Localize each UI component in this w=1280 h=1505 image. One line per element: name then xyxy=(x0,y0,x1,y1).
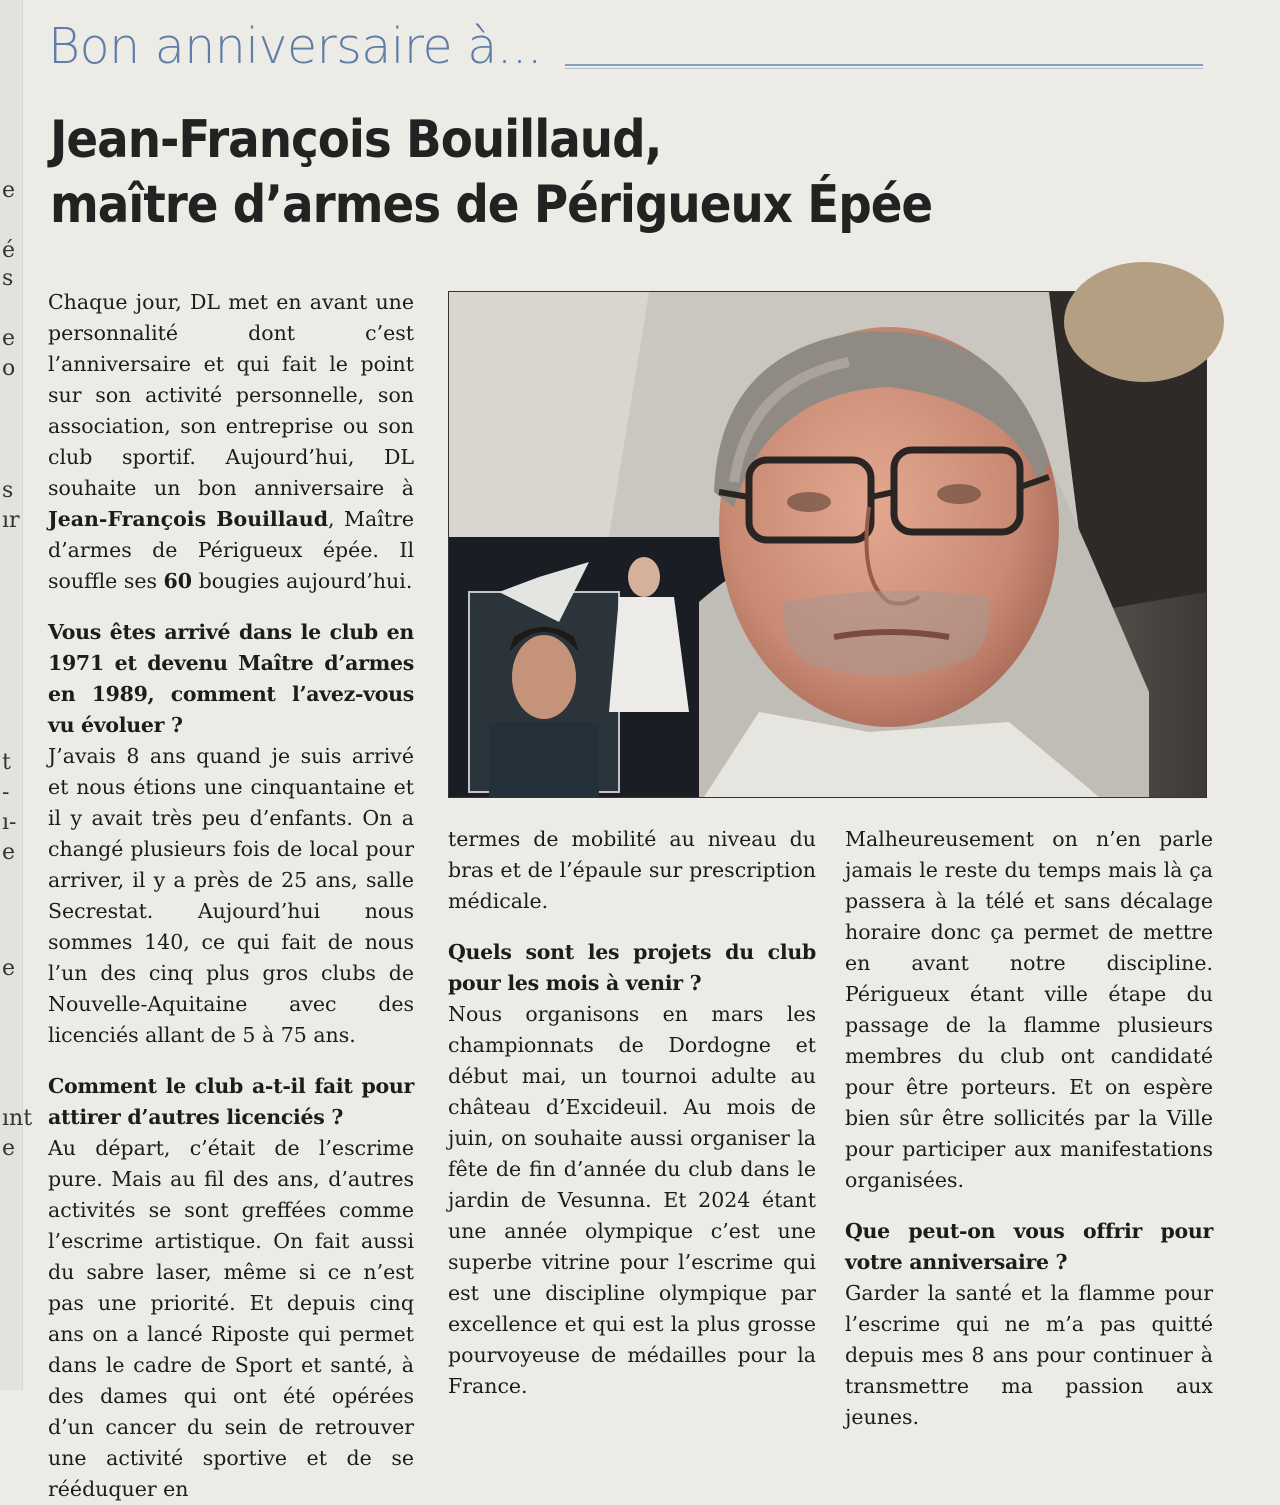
edge-fragment: e xyxy=(2,1136,16,1161)
answer-3-part-1: Nous organisons en mars les championnats de Dordogne et début mai, un tournoi adulte au château d’Excideuil. Au mois de juin, on souhaite aussi organiser la fête de fin d’année du club dans le jardin de Vesunna. Et 2024 étant une année olympique c’est une superbe vitrine pour l’escrime qui est une discipline olympique par excellence et qui est la plus grosse pourvoyeuse de médailles pour la France. xyxy=(448,1002,816,1398)
rubric-rule-thin xyxy=(565,68,1203,69)
headline xyxy=(50,108,1150,238)
edge-fragment: e xyxy=(2,840,16,865)
column-1 xyxy=(48,287,414,1505)
edge-fragment: t xyxy=(2,750,11,775)
question-2: Comment le club a-t-il fait pour attirer d’autres licenciés ? xyxy=(48,1074,414,1129)
edge-fragment: é xyxy=(2,238,16,263)
edge-fragment: - xyxy=(2,780,10,805)
edge-fragment: ı- xyxy=(2,810,17,835)
question-3: Quels sont les projets du club pour les mois à venir ? xyxy=(448,940,816,995)
question-1: Vous êtes arrivé dans le club en 1971 et devenu Maître d’armes en 1989, comment l’avez-vous vu évoluer ? xyxy=(48,620,414,737)
portrait-photo xyxy=(448,291,1207,798)
age-number: 60 xyxy=(163,569,193,593)
edge-fragment: e xyxy=(2,326,16,351)
adjacent-article-edge xyxy=(0,0,33,1390)
edge-fragment: s xyxy=(2,478,14,503)
headline-line-2: maître d’armes de Périgueux Épée xyxy=(50,175,933,235)
answer-1: J’avais 8 ans quand je suis arrivé et nous étions une cinquantaine et il y avait très peu d’enfants. On a changé plusieurs fois de local pour arriver, il y a près de 25 ans, salle Secrestat. Aujourd’hui nous sommes 140, ce qui fait de nous l’un des cinq plus gros clubs de Nouvelle-Aquitaine avec des licenciés allant de 5 à 75 ans. xyxy=(48,744,414,1047)
person-name: Jean-François Bouillaud xyxy=(48,507,329,531)
edge-fragment: s xyxy=(2,266,14,291)
question-4: Que peut-on vous offrir pour votre anniversaire ? xyxy=(845,1219,1213,1274)
rubric-title: Bon anniversaire à... xyxy=(48,18,542,75)
edge-fragment: e xyxy=(2,956,16,981)
column-2 xyxy=(448,824,816,1402)
answer-4: Garder la santé et la flamme pour l’escrime qui ne m’a pas quitté depuis mes 8 ans pour continuer à transmettre ma passion aux jeunes. xyxy=(845,1281,1213,1429)
headline-line-1: Jean-François Bouillaud, xyxy=(50,110,662,170)
rubric-rule xyxy=(565,64,1203,66)
answer-2-part-1: Au départ, c’était de l’escrime pure. Mais au fil des ans, d’autres activités se sont greffées comme l’escrime artistique. On fait aussi du sabre laser, même si ce n’est pas une priorité. Et depuis cinq ans on a lancé Riposte qui permet dans le cadre de Sport et santé, à des dames qui ont été opérées d’un cancer du sein de retrouver une activité sportive et de se rééduquer en xyxy=(48,1136,414,1501)
edge-fragment: ınt xyxy=(2,1106,33,1131)
intro-paragraph: Chaque jour, DL met en avant une personnalité dont c’est l’anniversaire et qui fait le point sur son activité personnelle, son association, son entreprise ou son club sportif. Aujourd’hui, DL souhaite un bon anniversaire à Jean-François Bouillaud, Maître d’armes de Périgueux épée. Il souffle ses 60 bougies aujourd’hui. xyxy=(48,290,414,593)
answer-2-part-2: termes de mobilité au niveau du bras et de l’épaule sur prescription médicale. xyxy=(448,827,816,913)
edge-fragment: ır xyxy=(2,508,20,533)
edge-fragment: o xyxy=(2,356,16,381)
edge-fragment: e xyxy=(2,178,16,203)
column-3 xyxy=(845,824,1213,1433)
answer-3-part-2: Malheureusement on n’en parle jamais le reste du temps mais là ça passera à la télé et sans décalage horaire donc ça permet de mettre en avant notre discipline. Périgueux étant ville étape du passage de la flamme plusieurs membres du club ont candidaté pour être porteurs. Et on espère bien sûr être sollicités par la Ville pour participer aux manifestations organisées. xyxy=(845,827,1213,1192)
